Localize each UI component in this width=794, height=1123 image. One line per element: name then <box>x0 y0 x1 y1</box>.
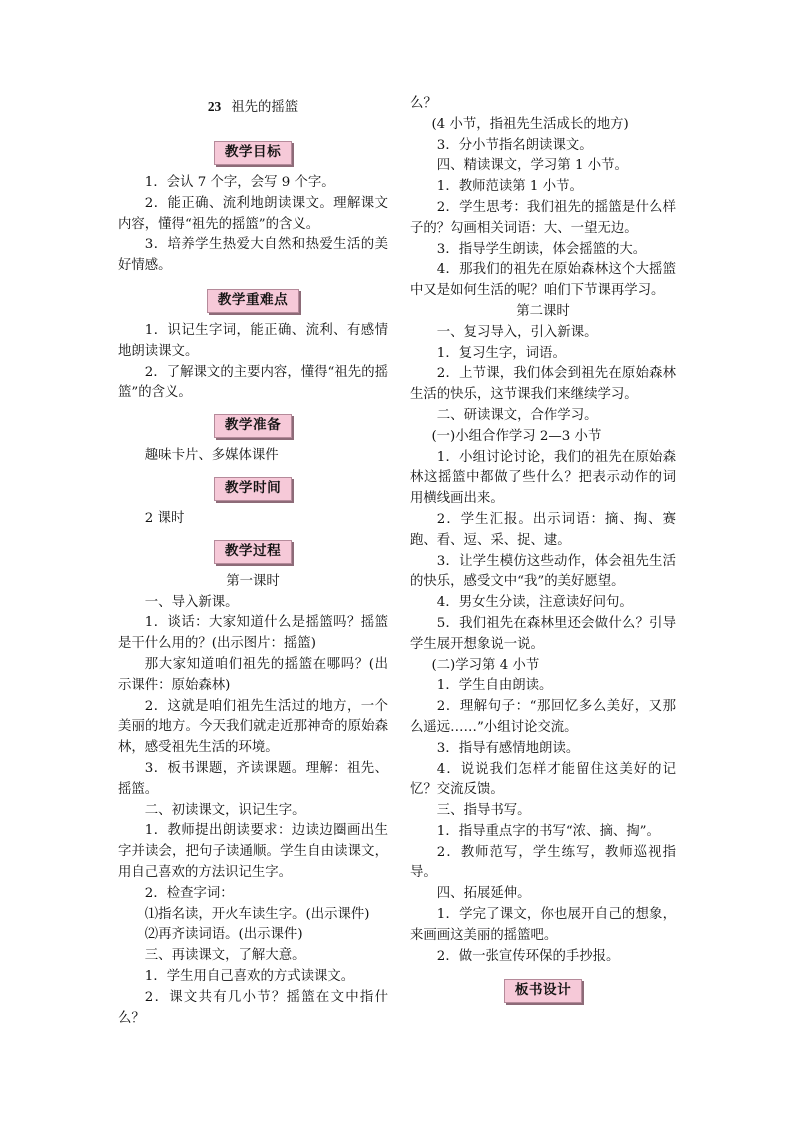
subsection-title: (一)小组合作学习 2—3 小节 <box>431 428 602 444</box>
section-title: 四、精读课文，学习第 1 小节。 <box>436 158 628 174</box>
section-title: 四、拓展延伸。 <box>436 886 531 902</box>
paragraph: 3．指导有感情地朗读。 <box>436 740 580 756</box>
lesson-two-label: 第二课时 <box>516 303 570 319</box>
paragraph: 2．教师范写，学生练写，教师巡视指导。 <box>410 844 676 881</box>
lesson-number: 23 <box>207 99 222 114</box>
paragraph: 2．检查字词： <box>144 885 234 901</box>
key-point-item: 1．识记生字词，能正确、流利、有感情地朗读课文。 <box>118 322 388 359</box>
paragraph: 1．教师范读第 1 小节。 <box>436 179 583 195</box>
section-title: 三、再读课文，了解大意。 <box>144 948 306 964</box>
subsection-title: (二)学习第 4 小节 <box>431 657 540 673</box>
paragraph: 3．让学生模仿这些动作，体会祖先生活的快乐，感受文中“我”的美好愿望。 <box>410 553 676 590</box>
paragraph: 2．课文共有几小节？摇篮在文中指什么？ <box>118 989 388 1026</box>
section-title: 二、研读课文，合作学习。 <box>436 407 598 423</box>
heading-board-design: 板书设计 <box>504 979 582 1003</box>
paragraph: 5．我们祖先在森林里还会做什么？引导学生展开想象说一说。 <box>410 615 676 652</box>
paragraph: 3．板书课题，齐读课题。理解：祖先、摇篮。 <box>118 760 388 797</box>
paragraph: 1．教师提出朗读要求：边读边圈画出生字并读会，把句子读通顺。学生自由读课文，用自己喜欢的方法识记生字。 <box>118 823 388 880</box>
paragraph: 2．做一张宣传环保的手抄报。 <box>436 948 620 964</box>
paragraph: ⑴指名读，开火车读生字。(出示课件) <box>144 906 370 922</box>
lesson-title-text: 祖先的摇篮 <box>231 100 299 115</box>
heading-process: 教学过程 <box>214 540 292 564</box>
paragraph: 1．学生自由朗读。 <box>436 678 553 694</box>
heading-goals: 教学目标 <box>214 141 292 165</box>
paragraph: 2．理解句子：“那回忆多么美好，又那么遥远……”小组讨论交流。 <box>410 699 676 735</box>
heading-preparation: 教学准备 <box>214 414 292 438</box>
key-point-item: 2．了解课文的主要内容，懂得“祖先的摇篮”的含义。 <box>118 364 388 401</box>
paragraph: 那大家知道咱们祖先的摇篮在哪吗？(出示课件：原始森林) <box>118 656 388 693</box>
paragraph: 4．男女生分读，注意读好问句。 <box>436 595 633 611</box>
paragraph: 2．上节课，我们体会到祖先在原始森林生活的快乐，这节课我们来继续学习。 <box>410 366 676 403</box>
section-title: 一、复习导入，引入新课。 <box>436 324 598 340</box>
left-column <box>118 94 388 1029</box>
paragraph: 2．这就是咱们祖先生活过的地方，一个美丽的地方。今天我们就走近那神奇的原始森林，感受祖先生活的环境。 <box>118 698 388 756</box>
paragraph: 3．指导学生朗读，体会摇篮的大。 <box>436 241 647 257</box>
paragraph: 2．学生汇报。出示词语：摘、掏、赛跑、看、逗、采、捉、逮。 <box>410 511 676 548</box>
paragraph: 1．谈话：大家知道什么是摇篮吗？摇篮是干什么用的？(出示图片：摇篮) <box>118 615 388 652</box>
right-column <box>410 94 676 1011</box>
paragraph: 4．说说我们怎样才能留住这美好的记忆？交流反馈。 <box>410 761 676 798</box>
paragraph-continued: 么？ <box>410 96 437 111</box>
heading-key-points: 教学重难点 <box>207 289 299 313</box>
goal-item: 2．能正确、流利地朗读课文。理解课文内容，懂得“祖先的摇篮”的含义。 <box>118 195 388 232</box>
paragraph: 1．小组讨论讨论，我们的祖先在原始森林这摇篮中都做了些什么？把表示动作的词用横线画出来。 <box>410 449 676 507</box>
preparation-text: 趣味卡片、多媒体课件 <box>144 448 279 464</box>
time-text: 2 课时 <box>144 510 185 526</box>
goal-item: 3．培养学生热爱大自然和热爱生活的美好情感。 <box>118 237 388 274</box>
paragraph: ⑵再齐读词语。(出示课件) <box>144 927 303 943</box>
section-title: 一、导入新课。 <box>144 594 239 610</box>
paragraph: 1．指导重点字的书写“浓、摘、掏”。 <box>436 823 660 839</box>
paragraph: 2．学生思考：我们祖先的摇篮是什么样子的？勾画相关词语：大、一望无边。 <box>410 199 676 236</box>
paragraph: 3．分小节指名朗读课文。 <box>436 137 593 153</box>
paragraph: 1．学生用自己喜欢的方式读课文。 <box>144 968 355 984</box>
paragraph: 4．那我们的祖先在原始森林这个大摇篮中又是如何生活的呢？咱们下节课再学习。 <box>410 262 676 299</box>
heading-time: 教学时间 <box>214 477 292 501</box>
lesson-one-label: 第一课时 <box>226 573 280 589</box>
section-title: 三、指导书写。 <box>436 803 531 819</box>
section-title: 二、初读课文，识记生字。 <box>144 802 306 818</box>
paragraph: 1．复习生字，词语。 <box>436 345 566 361</box>
goal-item: 1．会认 7 个字，会写 9 个字。 <box>144 175 335 190</box>
lesson-title <box>118 94 388 121</box>
paragraph: 1．学完了课文，你也展开自己的想象，来画画这美丽的摇篮吧。 <box>410 907 676 943</box>
paragraph: (4 小节，指祖先生活成长的地方) <box>431 116 629 132</box>
